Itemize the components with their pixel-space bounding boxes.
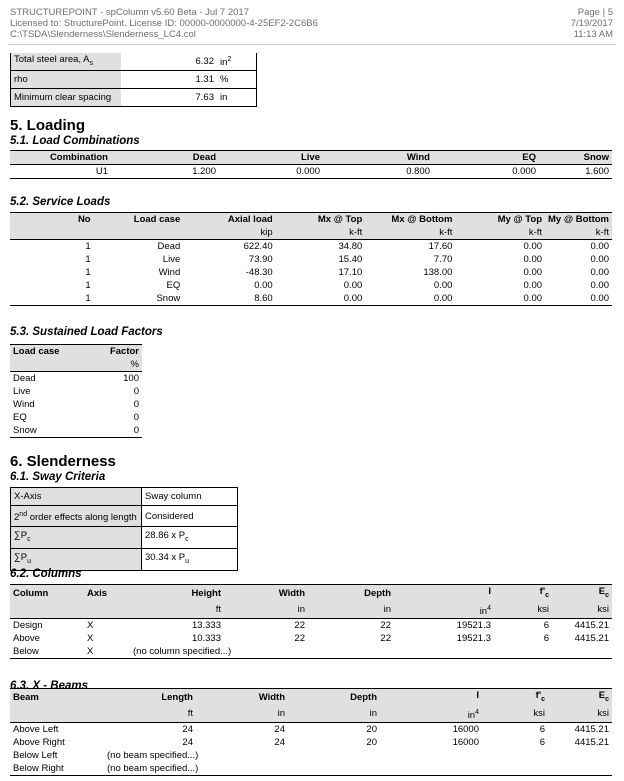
table-cell: Below Left xyxy=(13,750,58,762)
table-cell: 16000 xyxy=(452,737,479,749)
table-cell: U1 xyxy=(95,166,108,177)
table-cell: 0 xyxy=(133,412,139,423)
table-cell: 22 xyxy=(380,620,391,632)
column-header: Height xyxy=(130,585,224,602)
service-loads-table xyxy=(10,212,612,306)
subsection-title: 6.1. Sway Criteria xyxy=(10,471,106,483)
unit-cell: k-ft xyxy=(439,227,453,238)
steel-unit: $in^2$ xyxy=(217,53,257,71)
table-cell: 0.00 xyxy=(590,241,609,252)
subsection-title: 5.3. Sustained Load Factors xyxy=(10,326,163,338)
table-header-row xyxy=(10,151,612,165)
table-cell: 6 xyxy=(539,737,545,749)
table-cell: 73.90 xyxy=(248,254,273,265)
table-cell: (no beam specified...) xyxy=(107,750,199,762)
table-cell: Snow xyxy=(13,425,37,436)
table-row xyxy=(10,292,612,306)
table-row xyxy=(10,240,612,254)
table-cell: 4415.21 xyxy=(574,737,609,749)
steel-summary-table xyxy=(10,53,257,107)
unit-cell: k-ft xyxy=(595,227,609,238)
columns-table xyxy=(10,584,612,659)
table-cell: 0.00 xyxy=(590,293,609,304)
column-header: EQ xyxy=(433,151,539,165)
table-cell: 4415.21 xyxy=(574,633,609,645)
unit-cell xyxy=(10,706,104,723)
table-cell: 1 xyxy=(85,267,91,278)
table-header-row xyxy=(10,345,142,359)
subsection-title: 6.3. X - Beams xyxy=(10,680,88,692)
column-header: My @ Bottom xyxy=(545,213,612,227)
column-header: Depth xyxy=(308,585,394,602)
unit-cell: in xyxy=(383,604,391,616)
steel-label: Total steel area, $A_s$ xyxy=(11,53,122,71)
table-cell: 1.200 xyxy=(192,166,216,177)
criteria-value: Considered xyxy=(142,506,238,527)
unit-cell: ksi xyxy=(597,604,609,616)
subsection-title: 5.2. Service Loads xyxy=(10,196,111,208)
table-row xyxy=(11,53,257,71)
table-row xyxy=(10,749,612,762)
table-row xyxy=(10,165,612,179)
table-row xyxy=(11,71,257,89)
table-cell: 16000 xyxy=(452,724,479,736)
unit-cell: ft xyxy=(215,604,221,616)
column-header: Width xyxy=(196,689,288,706)
table-cell: Below Right xyxy=(13,763,64,775)
table-cell: 17.60 xyxy=(428,241,453,252)
table-header-row xyxy=(10,689,612,706)
criteria-value: Sway column xyxy=(142,488,238,506)
table-cell: 0.00 xyxy=(523,293,543,304)
column-header: Length xyxy=(104,689,196,706)
table-cell: 1 xyxy=(85,280,91,291)
unit-cell: $in^4$ xyxy=(467,708,479,722)
table-row xyxy=(11,488,238,506)
table-cell: (no column specified...) xyxy=(133,646,232,658)
table-cell: Live xyxy=(162,254,181,265)
table-row xyxy=(10,619,612,633)
table-cell: 13.333 xyxy=(191,620,221,632)
steel-value: 1.31 xyxy=(121,71,217,89)
subsection-title: 5.1. Load Combinations xyxy=(10,135,140,147)
table-cell: 1 xyxy=(85,241,91,252)
table-cell: 0.000 xyxy=(512,166,536,177)
table-cell: 22 xyxy=(294,620,305,632)
column-header: No xyxy=(10,213,94,227)
column-header: $E_c$ xyxy=(552,585,612,602)
table-cell: EQ xyxy=(166,280,181,291)
column-header: Load case xyxy=(94,213,184,227)
table-cell: 19521.3 xyxy=(456,633,491,645)
load-combinations-table xyxy=(10,150,612,179)
unit-cell: ft xyxy=(187,708,193,720)
table-cell: 7.70 xyxy=(433,254,453,265)
steel-value: 7.63 xyxy=(121,89,217,107)
table-cell: 8.60 xyxy=(254,293,273,304)
table-cell: Design xyxy=(13,620,43,632)
column-header: Combination xyxy=(10,151,111,165)
table-cell: 0.00 xyxy=(523,241,543,252)
license-line: Licensed to: StructurePoint. License ID: 00000-0000000-4-25EF2-2C6B6 xyxy=(10,18,318,29)
column-header: Depth xyxy=(288,689,380,706)
report-header-left xyxy=(10,7,318,40)
table-cell: 15.40 xyxy=(338,254,363,265)
sway-criteria-table xyxy=(10,487,238,571)
table-cell: 0.00 xyxy=(343,280,363,291)
table-cell: Snow xyxy=(156,293,181,304)
table-cell: X xyxy=(87,620,94,632)
column-header: I xyxy=(394,585,494,602)
table-cell: 1 xyxy=(85,293,91,304)
criteria-label: $\sum P_u$ xyxy=(11,549,142,571)
table-cell: 24 xyxy=(182,724,193,736)
table-cell: 0.00 xyxy=(523,267,543,278)
criteria-value: 30.34 x $P_u$ xyxy=(142,549,238,571)
table-cell: 0.00 xyxy=(590,280,609,291)
table-row xyxy=(10,385,142,398)
unit-cell xyxy=(10,358,86,372)
unit-cell: kip xyxy=(260,227,273,238)
column-header: Beam xyxy=(10,689,104,706)
section-title: 5. Loading xyxy=(10,117,85,134)
column-header: Snow xyxy=(539,151,612,165)
table-row xyxy=(10,398,142,411)
table-row xyxy=(10,736,612,749)
column-header: Mx @ Top xyxy=(276,213,366,227)
program-title: STRUCTUREPOINT - spColumn v5.60 Beta - Jul 7 2017 xyxy=(10,7,249,18)
table-header-row xyxy=(10,213,612,227)
table-cell: Live xyxy=(13,386,31,397)
report-date: 7/19/2017 xyxy=(570,18,613,29)
table-units-row xyxy=(10,706,612,723)
subsection-title: 6.2. Columns xyxy=(10,568,82,580)
table-cell: Wind xyxy=(158,267,181,278)
column-header: Width xyxy=(224,585,308,602)
column-header: Load case xyxy=(10,345,86,359)
table-cell: Above Right xyxy=(13,737,65,749)
table-cell: 20 xyxy=(366,737,377,749)
table-cell: Below xyxy=(13,646,39,658)
unit-cell: in xyxy=(277,708,285,720)
criteria-label: $\sum P_c$ xyxy=(11,527,142,549)
table-cell: 6 xyxy=(543,620,549,632)
table-cell: -48.30 xyxy=(245,267,273,278)
table-row xyxy=(10,266,612,279)
unit-cell xyxy=(94,226,184,240)
column-header: My @ Top xyxy=(455,213,545,227)
table-units-row xyxy=(10,226,612,240)
column-header: Live xyxy=(219,151,323,165)
table-cell: X xyxy=(87,633,94,645)
report-time: 11:13 AM xyxy=(573,29,613,40)
table-cell: 19521.3 xyxy=(456,620,491,632)
table-cell: 0.00 xyxy=(254,280,273,291)
unit-cell xyxy=(10,602,84,619)
steel-label: Minimum clear spacing xyxy=(11,89,122,107)
table-cell: Above xyxy=(13,633,40,645)
unit-cell: ksi xyxy=(533,708,545,720)
table-cell: Dead xyxy=(157,241,181,252)
table-cell: 0.00 xyxy=(590,267,609,278)
table-cell: 22 xyxy=(294,633,305,645)
table-cell: 1.600 xyxy=(585,166,609,177)
table-cell: (no beam specified...) xyxy=(107,763,199,775)
sustained-load-factors-table xyxy=(10,344,142,438)
unit-cell: ksi xyxy=(537,604,549,616)
table-cell: Dead xyxy=(13,373,36,384)
table-cell: 0.00 xyxy=(590,254,609,265)
column-header: I xyxy=(380,689,482,706)
table-cell: 10.333 xyxy=(191,633,221,645)
column-header: $f'_c$ xyxy=(494,585,552,602)
table-cell: 622.40 xyxy=(243,241,273,252)
table-cell: 6 xyxy=(543,633,549,645)
file-path: C:\TSDA\Slenderness\Slenderness_LC4.col xyxy=(10,29,196,40)
table-cell: 24 xyxy=(274,737,285,749)
table-cell: 1 xyxy=(85,254,91,265)
table-cell: 0 xyxy=(133,399,139,410)
table-header-row xyxy=(10,585,612,602)
column-header: Axis xyxy=(84,585,130,602)
steel-unit: in xyxy=(217,89,257,107)
unit-cell: k-ft xyxy=(528,227,543,238)
table-cell: 138.00 xyxy=(423,267,453,278)
table-row xyxy=(10,253,612,266)
table-cell: 0.00 xyxy=(523,254,543,265)
table-units-row xyxy=(10,358,142,372)
table-row xyxy=(11,89,257,107)
criteria-label: 2nd order effects along length xyxy=(11,506,142,527)
column-header: Factor xyxy=(86,345,142,359)
column-header: $f'_c$ xyxy=(482,689,548,706)
table-cell: 6 xyxy=(539,724,545,736)
table-cell: 4415.21 xyxy=(574,620,609,632)
page-number: Page | 5 xyxy=(577,7,613,18)
table-row xyxy=(10,411,142,424)
table-cell: Above Left xyxy=(13,724,59,736)
criteria-value: 28.86 x $P_c$ xyxy=(142,527,238,549)
x-beams-table xyxy=(10,688,612,776)
section-title: 6. Slenderness xyxy=(10,453,116,470)
table-cell: 34.80 xyxy=(338,241,363,252)
table-cell: EQ xyxy=(13,412,27,423)
column-header: Mx @ Bottom xyxy=(365,213,455,227)
column-header: $E_c$ xyxy=(548,689,612,706)
unit-cell: ksi xyxy=(597,708,609,720)
table-cell: 0.000 xyxy=(296,166,320,177)
table-row xyxy=(10,424,142,438)
table-cell: 100 xyxy=(123,373,139,384)
unit-cell: in xyxy=(369,708,377,720)
steel-unit: % xyxy=(217,71,257,89)
table-cell: 0.00 xyxy=(343,293,363,304)
table-cell: 4415.21 xyxy=(574,724,609,736)
header-divider xyxy=(8,44,616,45)
column-header: Dead xyxy=(111,151,219,165)
table-cell: 0 xyxy=(133,425,139,436)
unit-cell xyxy=(84,602,130,619)
table-cell: 0.00 xyxy=(433,293,453,304)
table-row xyxy=(11,527,238,549)
table-cell: 24 xyxy=(182,737,193,749)
unit-cell xyxy=(10,226,94,240)
table-row xyxy=(10,279,612,292)
column-header: Column xyxy=(10,585,84,602)
column-header: Axial load xyxy=(183,213,275,227)
steel-label: rho xyxy=(11,71,122,89)
table-cell: 24 xyxy=(274,724,285,736)
column-header: Wind xyxy=(323,151,433,165)
criteria-label: X-Axis xyxy=(11,488,142,506)
table-cell: 0.00 xyxy=(523,280,543,291)
unit-cell: % xyxy=(130,359,139,370)
table-cell: 0 xyxy=(133,386,139,397)
table-cell: 20 xyxy=(366,724,377,736)
steel-value: 6.32 xyxy=(121,53,217,71)
table-units-row xyxy=(10,602,612,619)
unit-cell: k-ft xyxy=(349,227,363,238)
table-row xyxy=(11,506,238,527)
table-cell: 0.00 xyxy=(433,280,453,291)
table-row xyxy=(10,632,612,645)
report-header-right xyxy=(571,7,613,40)
table-cell: 22 xyxy=(380,633,391,645)
table-cell: 0.800 xyxy=(406,166,430,177)
table-row xyxy=(10,723,612,737)
table-row xyxy=(10,762,612,776)
table-cell: X xyxy=(87,646,94,658)
unit-cell: $in^4$ xyxy=(479,604,491,618)
table-row xyxy=(10,372,142,386)
table-cell: Wind xyxy=(13,399,35,410)
unit-cell: in xyxy=(297,604,305,616)
table-row xyxy=(10,645,612,659)
table-cell: 17.10 xyxy=(338,267,363,278)
